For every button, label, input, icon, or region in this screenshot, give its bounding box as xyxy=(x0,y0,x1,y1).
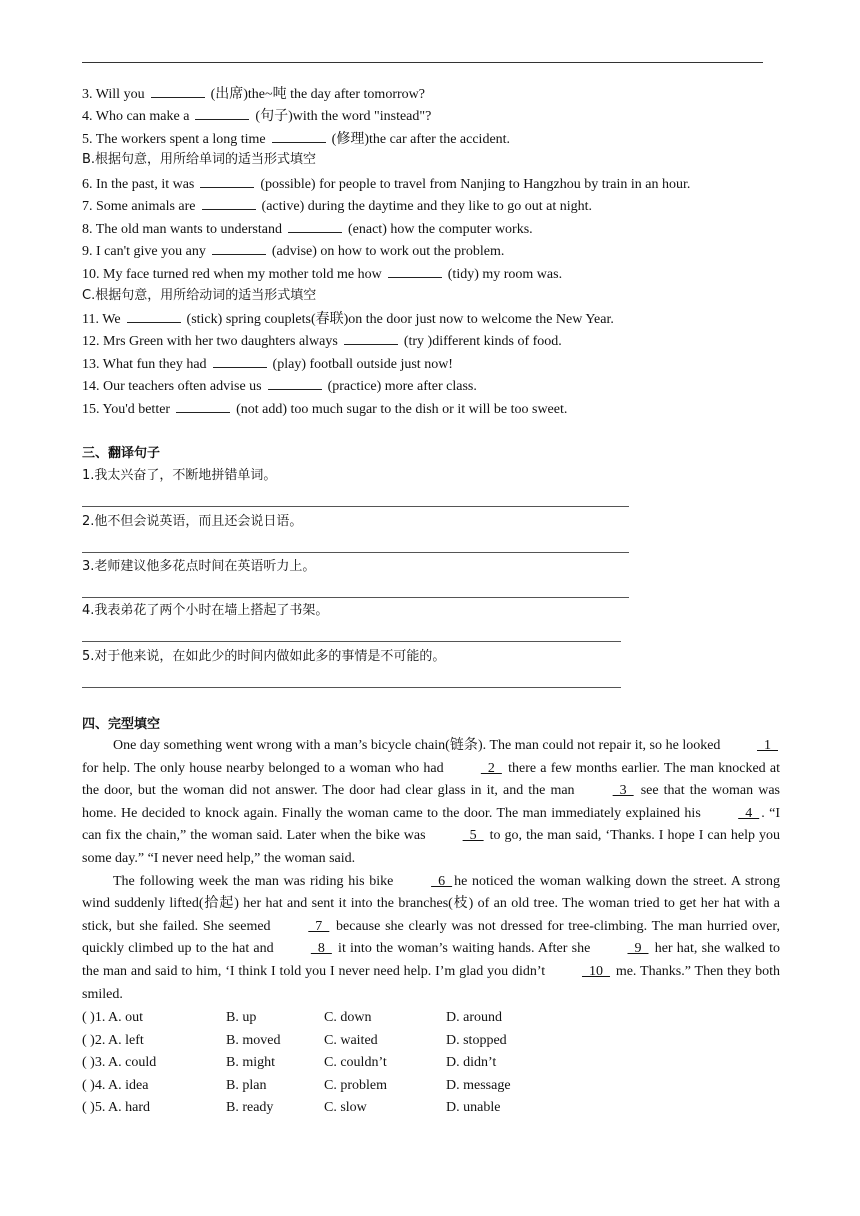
fill-item-prompt: 4. Who can make a xyxy=(82,109,190,124)
translation-answer-line[interactable] xyxy=(82,552,629,553)
option-choice: C. couldn’t xyxy=(324,1055,387,1070)
fill-item xyxy=(82,241,504,262)
fill-item-hint: (出席)the~吨 the day after tomorrow? xyxy=(210,87,425,102)
cloze-paragraph-1: One day something went wrong with a man’s bicycle chain(链条). The man could not repair it, so he looked 1 for help. The only house nearby belonged to a woman who had 2 there a few months earlier. The man knocked at the door, but the woman did not answer. The door had clear glass in it, and the man 3 see that the woman was home. He decided to knock again. Finally the woman came to the door. The man immediately explained his 4 . “I can fix the chain,” the woman said. Later when the bike was 5 to go, the man said, ‘Thanks. I hope I can help you some day.” “I never need help,” the woman said. xyxy=(82,735,780,871)
cloze-blank: 8 xyxy=(310,941,332,957)
fill-item-prompt: 8. The old man wants to understand xyxy=(82,222,282,237)
cloze-blank: 6 xyxy=(431,873,453,889)
option-choice: D. stopped xyxy=(446,1032,507,1048)
option-choice: B. moved xyxy=(226,1032,281,1048)
answer-blank[interactable] xyxy=(202,196,256,210)
fill-item xyxy=(82,376,477,397)
option-choice: D. unable xyxy=(446,1100,501,1115)
fill-item-prompt: 10. My face turned red when my mother told me how xyxy=(82,267,382,282)
cloze-paragraph-2: The following week the man was riding his bike 6 he noticed the woman walking down the street. A strong wind suddenly lifted(拾起) her hat and sent it into the branches(枝) of an old tree. The woman tried to get her hat with a stick, but she failed. She seemed 7 because she clearly was not dressed for tree-climbing. The man hurried over, quickly climbed up to the hat and 8 it into the woman’s waiting hands. After she 9 her hat, she walked to the man and said to him, ‘I think I told you I never need help. I’m glad you didn’t 10 me. Thanks.” Then they both smiled. xyxy=(82,871,780,1007)
fill-item-hint: (not add) too much sugar to the dish or it will be too sweet. xyxy=(236,402,568,417)
answer-blank[interactable] xyxy=(127,309,181,323)
fill-item-hint: (possible) for people to travel from Nanjing to Hangzhou by train in an hour. xyxy=(260,177,691,192)
answer-blank[interactable] xyxy=(200,174,254,188)
answer-blank[interactable] xyxy=(388,264,442,278)
fill-item-prompt: 6. In the past, it was xyxy=(82,177,195,192)
fill-item xyxy=(82,331,562,352)
fill-item xyxy=(82,354,453,375)
option-question: ( )2. A. left xyxy=(82,1032,144,1048)
answer-blank[interactable] xyxy=(288,219,342,233)
part-c-title: C.根据句意，用所给动词的适当形式填空 xyxy=(82,288,317,303)
answer-blank[interactable] xyxy=(195,106,249,120)
fill-item xyxy=(82,399,567,420)
fill-item-prompt: 14. Our teachers often advise us xyxy=(82,379,262,394)
part-b-title: B.根据句意，用所给单词的适当形式填空 xyxy=(82,152,317,167)
fill-item-prompt: 11. We xyxy=(82,312,121,327)
fill-item-hint: (tidy) my room was. xyxy=(447,267,563,282)
option-choice: C. waited xyxy=(324,1032,378,1048)
cloze-blank: 5 xyxy=(462,828,484,844)
answer-blank[interactable] xyxy=(212,241,266,255)
fill-item xyxy=(82,264,562,285)
fill-item-prompt: 7. Some animals are xyxy=(82,199,196,214)
translation-title: 三、翻译句子 xyxy=(82,446,161,461)
translation-item: 3.老师建议他多花点时间在英语听力上。 xyxy=(82,559,316,574)
cloze-blank: 3 xyxy=(612,783,634,799)
option-choice: C. problem xyxy=(324,1077,387,1093)
fill-item-prompt: 12. Mrs Green with her two daughters always xyxy=(82,334,338,349)
fill-item-hint: (practice) more after class. xyxy=(327,379,477,394)
fill-item xyxy=(82,84,425,105)
option-question: ( )4. A. idea xyxy=(82,1077,149,1093)
cloze-blank: 2 xyxy=(480,760,502,776)
fill-item-hint: (advise) on how to work out the problem. xyxy=(271,244,505,259)
option-choice: B. ready xyxy=(226,1100,274,1115)
fill-item-hint: (enact) how the computer works. xyxy=(348,222,533,237)
fill-item xyxy=(82,219,533,240)
answer-blank[interactable] xyxy=(151,84,205,98)
translation-item: 4.我表弟花了两个小时在墙上搭起了书架。 xyxy=(82,603,329,618)
cloze-blank: 4 xyxy=(738,805,760,821)
fill-item-hint: (stick) spring couplets(春联)on the door just now to welcome the New Year. xyxy=(186,312,614,327)
cloze-blank: 1 xyxy=(757,738,778,753)
header-rule xyxy=(82,62,763,63)
option-choice: B. might xyxy=(226,1055,276,1070)
answer-blank[interactable] xyxy=(344,331,398,345)
option-choice: D. message xyxy=(446,1077,511,1093)
translation-answer-line[interactable] xyxy=(82,687,621,688)
translation-answer-line[interactable] xyxy=(82,506,629,507)
fill-item-hint: (play) football outside just now! xyxy=(272,357,453,372)
cloze-blank: 9 xyxy=(627,941,649,957)
fill-item-prompt: 3. Will you xyxy=(82,87,145,102)
option-choice: C. slow xyxy=(324,1100,367,1115)
option-choice: B. up xyxy=(226,1010,257,1025)
cloze-blank: 7 xyxy=(308,918,330,934)
translation-answer-line[interactable] xyxy=(82,641,621,642)
fill-item-prompt: 9. I can't give you any xyxy=(82,244,206,259)
translation-item: 5.对于他来说，在如此少的时间内做如此多的事情是不可能的。 xyxy=(82,649,446,664)
fill-item xyxy=(82,196,592,217)
answer-blank[interactable] xyxy=(213,354,267,368)
option-question: ( )3. A. could xyxy=(82,1055,157,1070)
answer-blank[interactable] xyxy=(176,399,230,413)
translation-item: 2.他不但会说英语，而且还会说日语。 xyxy=(82,514,303,529)
option-choice: D. didn’t xyxy=(446,1055,497,1070)
fill-item-prompt: 5. The workers spent a long time xyxy=(82,132,266,147)
cloze-blank: 10 xyxy=(581,963,610,979)
fill-item-hint: (修理)the car after the accident. xyxy=(331,132,511,147)
answer-blank[interactable] xyxy=(268,376,322,390)
translation-answer-line[interactable] xyxy=(82,597,629,598)
option-choice: B. plan xyxy=(226,1077,267,1093)
fill-item xyxy=(82,129,510,150)
fill-item-prompt: 13. What fun they had xyxy=(82,357,207,372)
fill-item xyxy=(82,174,690,195)
fill-item-hint: (句子)with the word "instead"? xyxy=(255,109,432,124)
option-question: ( )5. A. hard xyxy=(82,1100,151,1115)
fill-item xyxy=(82,106,431,127)
fill-item-hint: (try )different kinds of food. xyxy=(403,334,562,349)
fill-item xyxy=(82,309,614,330)
option-question: ( )1. A. out xyxy=(82,1010,144,1025)
fill-item-prompt: 15. You'd better xyxy=(82,402,171,417)
fill-item-hint: (active) during the daytime and they like to go out at night. xyxy=(261,199,593,214)
cloze-passage xyxy=(82,735,780,1006)
translation-item: 1.我太兴奋了，不断地拼错单词。 xyxy=(82,468,277,483)
option-choice: C. down xyxy=(324,1010,372,1025)
cloze-title: 四、完型填空 xyxy=(82,717,161,732)
option-choice: D. around xyxy=(446,1010,502,1025)
answer-blank[interactable] xyxy=(272,129,326,143)
